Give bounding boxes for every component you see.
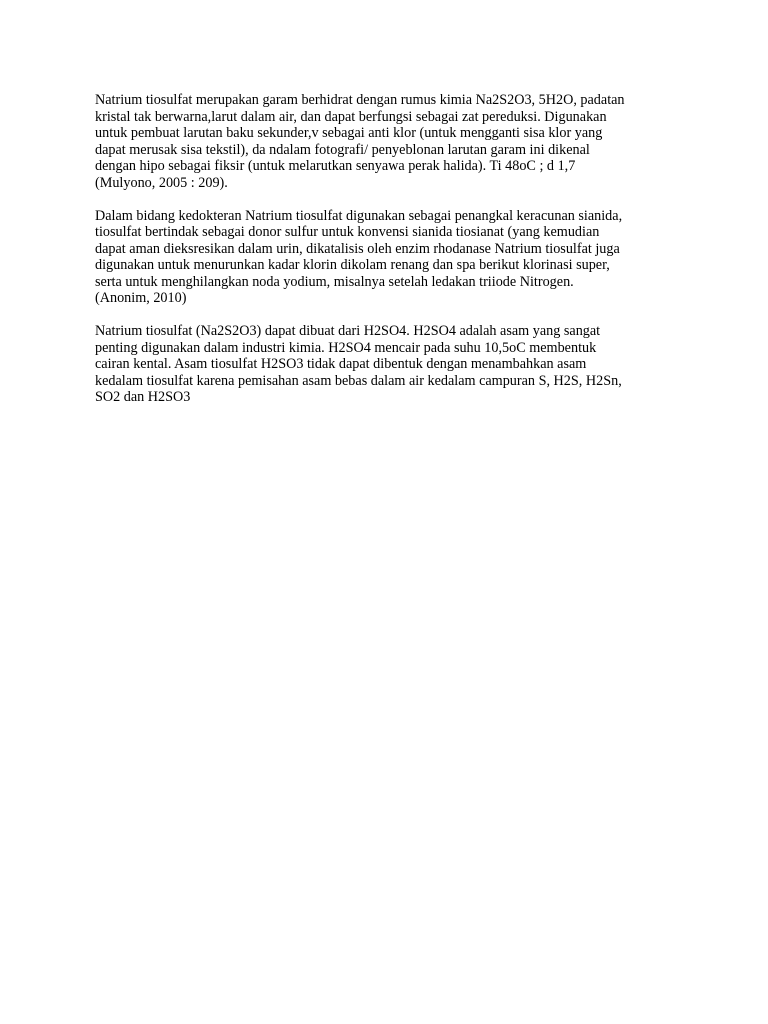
text-line: dapat aman dieksresikan dalam urin, dikatalisis oleh enzim rhodanase Natrium tiosulfat juga	[95, 240, 620, 257]
text-line: dengan hipo sebagai fiksir (untuk melarutkan senyawa perak halida). Ti 48oC ; d 1,7	[95, 158, 576, 174]
text-line: kristal tak berwarna,larut dalam air, dan dapat berfungsi sebagai zat pereduksi. Digunakan	[95, 108, 607, 125]
text-line: digunakan untuk menurunkan kadar klorin dikolam renang dan spa berikut klorinasi super,	[95, 257, 610, 273]
text-line: SO2 dan H2SO3	[95, 389, 191, 405]
paragraph-1	[95, 92, 685, 191]
text-line: Dalam bidang kedokteran Natrium tiosulfat digunakan sebagai penangkal keracunan sianida,	[95, 207, 623, 224]
text-line: (Anonim, 2010)	[95, 290, 187, 306]
text-line: serta untuk menghilangkan noda yodium, misalnya setelah ledakan triiode Nitrogen.	[95, 273, 574, 290]
text-line: kedalam tiosulfat karena pemisahan asam bebas dalam air kedalam campuran S, H2S, H2Sn,	[95, 372, 622, 389]
document-body	[95, 92, 685, 422]
text-line: penting digunakan dalam industri kimia. H2SO4 mencair pada suhu 10,5oC membentuk	[95, 339, 597, 356]
text-line: dapat merusak sisa tekstil), da ndalam fotografi/ penyeblonan larutan garam ini dikenal	[95, 141, 590, 158]
paragraph-2	[95, 208, 685, 307]
text-line: (Mulyono, 2005 : 209).	[95, 174, 228, 191]
paragraph-3	[95, 323, 685, 406]
text-line: Natrium tiosulfat merupakan garam berhidrat dengan rumus kimia Na2S2O3, 5H2O, padatan	[95, 92, 625, 108]
text-line: untuk pembuat larutan baku sekunder,v sebagai anti klor (untuk mengganti sisa klor yang	[95, 125, 603, 141]
text-line: tiosulfat bertindak sebagai donor sulfur untuk konvensi sianida tiosianat (yang kemudian	[95, 224, 600, 240]
text-line: Natrium tiosulfat (Na2S2O3) dapat dibuat dari H2SO4. H2SO4 adalah asam yang sangat	[95, 323, 601, 339]
text-line: cairan kental. Asam tiosulfat H2SO3 tidak dapat dibentuk dengan menambahkan asam	[95, 356, 587, 372]
